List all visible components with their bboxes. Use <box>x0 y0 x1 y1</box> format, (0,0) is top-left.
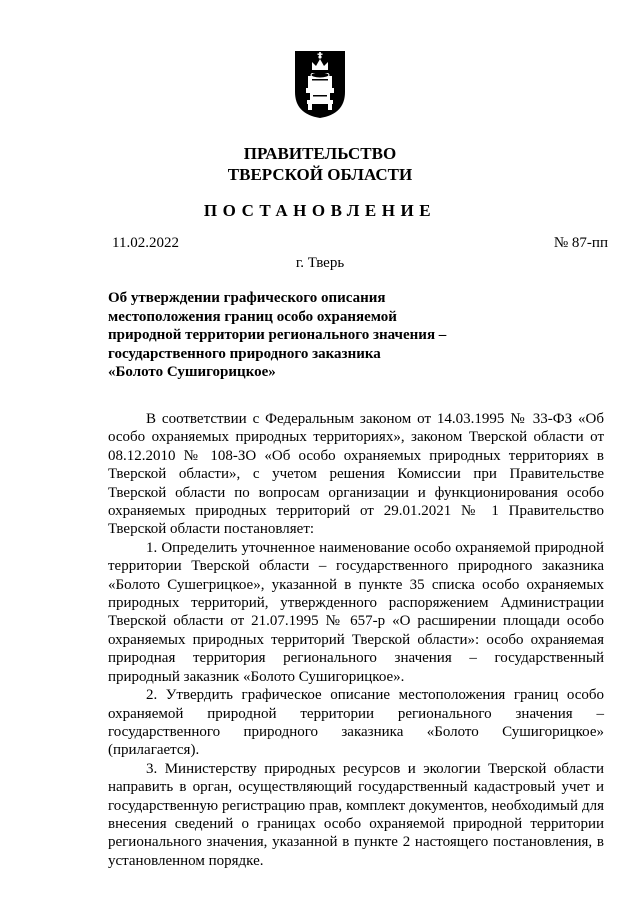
title-line: «Болото Сушигорицкое» <box>108 364 276 381</box>
document-title <box>108 289 447 382</box>
body-paragraph-preamble: В соответствии с Федеральным законом от 14.03.1995 № 33-ФЗ «Об особо охраняемых природных территориях», законом Тверской области от 08.12.2010 № 108-ЗО «Об особо охраняемых природных территориях в Тверской области», с учетом решения Комиссии при Правительстве Тверской области по вопросам организации и функционирования особо охраняемых природных территорий от 29.01.2021 № 1 Правительство Тверской области постановляет: <box>108 411 604 538</box>
document-city: г. Тверь <box>295 255 345 271</box>
document-number: № 87-пп <box>553 235 608 251</box>
organization-name-line1: ПРАВИТЕЛЬСТВО <box>243 144 397 163</box>
body-paragraph-3: 3. Министерству природных ресурсов и экологии Тверской области направить в орган, осуществляющий государственный кадастровый учет и государственную регистрацию прав, комплект документов, необходимый для внесения сведений о границах особо охраняемой природной территории регионального значения, указанной в пункте 2 настоящего постановления, в установленном порядке. <box>108 760 604 869</box>
title-line: государственного природного заказника <box>108 345 381 362</box>
tver-coat-of-arms-icon <box>292 48 348 120</box>
document-body <box>108 410 604 870</box>
title-line: природной территории регионального значения – <box>108 327 447 344</box>
organization-name-line2: ТВЕРСКОЙ ОБЛАСТИ <box>227 165 413 184</box>
title-line: Об утверждении графического описания <box>108 290 386 306</box>
body-paragraph-2: 2. Утвердить графическое описание местоположения границ особо охраняемой природной территории регионального значения – государственного природного заказника «Болото Сушигорицкое» (прилагается). <box>108 687 604 759</box>
body-paragraph-1: 1. Определить уточненное наименование особо охраняемой природной территории Тверской области – государственного природного заказника «Болото Сушегрицкое», указанной в пункте 35 списка особо охраняемых природных территорий, утвержденного распоряжением Администрации Тверской области от 21.07.1995 № 657-р «О расширении площади особо охраняемых природных территорий Тверской области»: особо охраняемая природная территория регионального значения – государственный природный заказник «Болото Сушигорицкое». <box>108 539 604 685</box>
document-type: ПОСТАНОВЛЕНИЕ <box>203 201 437 220</box>
title-line: местоположения границ особо охраняемой <box>108 308 397 325</box>
document-date: 11.02.2022 <box>112 235 179 251</box>
